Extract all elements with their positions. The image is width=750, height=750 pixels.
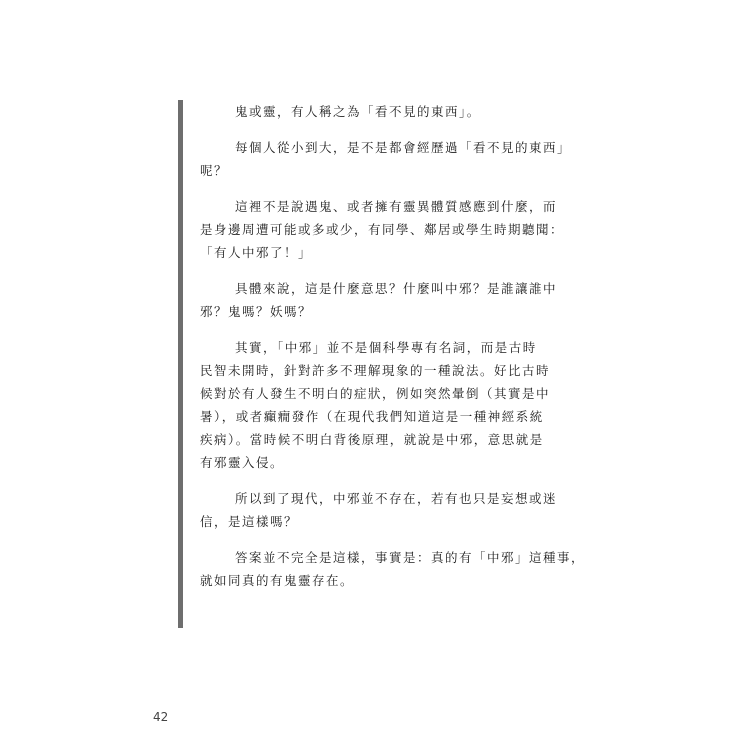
page-number: 42: [153, 710, 169, 724]
text-line: 所以到了現代，中邪並不存在，若有也只是妄想或迷: [235, 491, 558, 506]
text-line: 民智未開時，針對許多不理解現象的一種說法。好比古時: [200, 363, 551, 378]
paragraph-5: [200, 336, 590, 474]
text-line: 信，是這樣嗎？: [200, 514, 299, 529]
text-line: 就如同真的有鬼靈存在。: [200, 573, 355, 588]
sidebar-rule: [178, 100, 183, 628]
text-line: 具體來說，這是什麼意思？什麼叫中邪？是誰讓誰中: [235, 281, 558, 296]
body-text: [200, 100, 590, 605]
paragraph-1: [200, 100, 590, 123]
text-line: 鬼或靈，有人稱之為「看不見的東西」。: [235, 104, 481, 119]
text-line: 邪？鬼嗎？妖嗎？: [200, 304, 313, 319]
paragraph-6: [200, 487, 590, 533]
paragraph-4: [200, 277, 590, 323]
text-line: 疾病）。當時候不明白背後原理，就說是中邪，意思就是: [200, 432, 544, 447]
text-line: 「有人中邪了！」: [200, 245, 313, 260]
text-line: 答案並不完全是這樣，事實是：真的有「中邪」這種事，: [235, 550, 586, 565]
text-line: 暑），或者癲癇發作（在現代我們知道這是一種神經系統: [200, 409, 544, 424]
text-line: 有邪靈入侵。: [200, 455, 285, 470]
text-line: 這裡不是說遇鬼、或者擁有靈異體質感應到什麼，而: [235, 199, 558, 214]
paragraph-2: [200, 136, 590, 182]
paragraph-3: [200, 195, 590, 264]
text-line: 候對於有人發生不明白的症狀，例如突然暈倒（其實是中: [200, 386, 551, 401]
paragraph-7: [200, 546, 590, 592]
text-line: 其實，「中邪」並不是個科學專有名詞，而是古時: [235, 340, 537, 355]
text-line: 是身邊周遭可能或多或少，有同學、鄰居或學生時期聽聞：: [200, 222, 565, 237]
text-line: 呢？: [200, 163, 229, 178]
text-line: 每個人從小到大，是不是都會經歷過「看不見的東西」: [235, 140, 572, 155]
